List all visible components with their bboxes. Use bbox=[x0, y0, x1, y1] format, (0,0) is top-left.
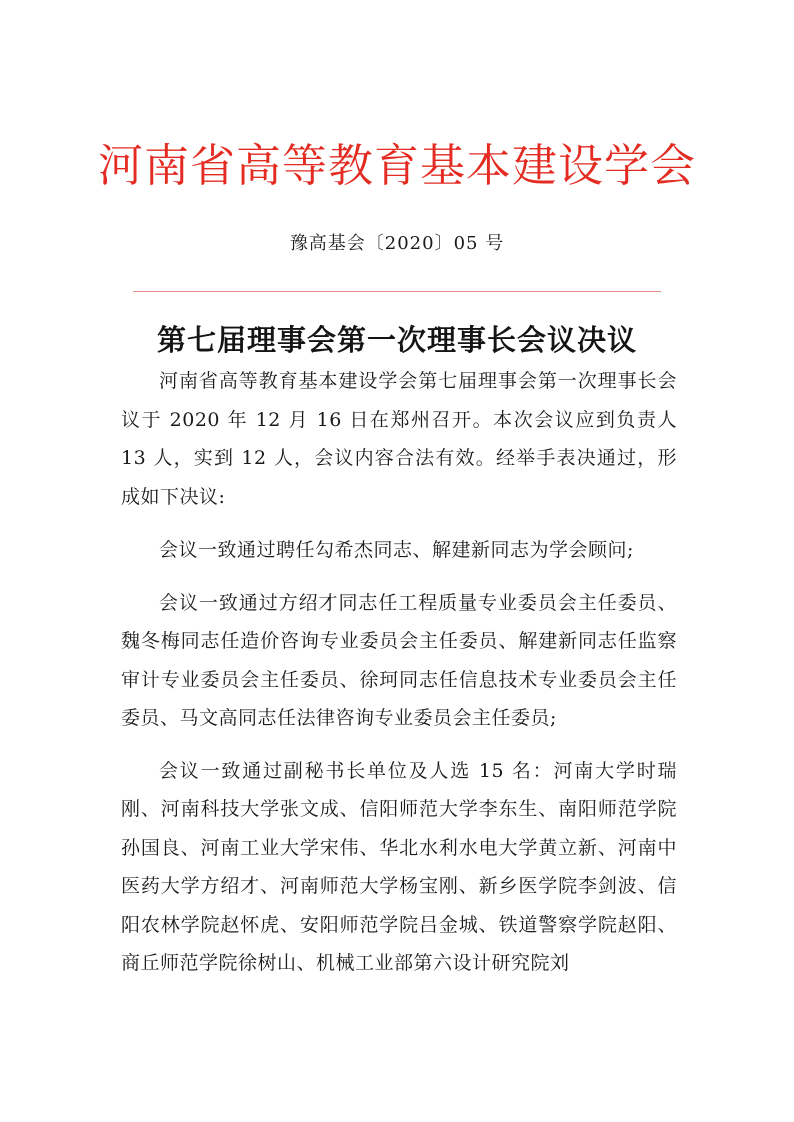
document-title: 第七届理事会第一次理事长会议决议 bbox=[156, 323, 637, 357]
organization-letterhead: 河南省高等教育基本建设学会 bbox=[97, 139, 696, 192]
letterhead-divider bbox=[133, 291, 661, 292]
paragraph-committee-chairs: 会议一致通过方绍才同志任工程质量专业委员会主任委员、魏冬梅同志任造价咨询专业委员会主任委员、解建新同志任监察审计专业委员会主任委员、徐珂同志任信息技术专业委员会主任委员、马文高同志任法律咨询专业委员会主任委员; bbox=[121, 591, 677, 729]
paragraph-intro: 河南省高等教育基本建设学会第七届理事会第一次理事长会议于 2020 年 12 月 16 日在郑州召开。本次会议应到负责人 13 人，实到 12 人，会议内容合法有效。经举手表决通过，形成如下决议: bbox=[121, 370, 677, 508]
paragraph-deputy-secretaries: 会议一致通过副秘书长单位及人选 15 名：河南大学时瑞刚、河南科技大学张文成、信阳师范大学李东生、南阳师范学院孙国良、河南工业大学宋伟、华北水利水电大学黄立新、河南中医药大学方绍才、河南师范大学杨宝刚、新乡医学院李剑波、信阳农林学院赵怀虎、安阳师范学院吕金城、铁道警察学院赵阳、商丘师范学院徐树山、机械工业部第六设计研究院刘 bbox=[121, 759, 677, 974]
document-body bbox=[121, 362, 677, 983]
paragraph-advisors: 会议一致通过聘任勾希杰同志、解建新同志为学会顾问; bbox=[159, 539, 634, 561]
document-number: 豫高基会〔2020〕05 号 bbox=[289, 233, 505, 254]
